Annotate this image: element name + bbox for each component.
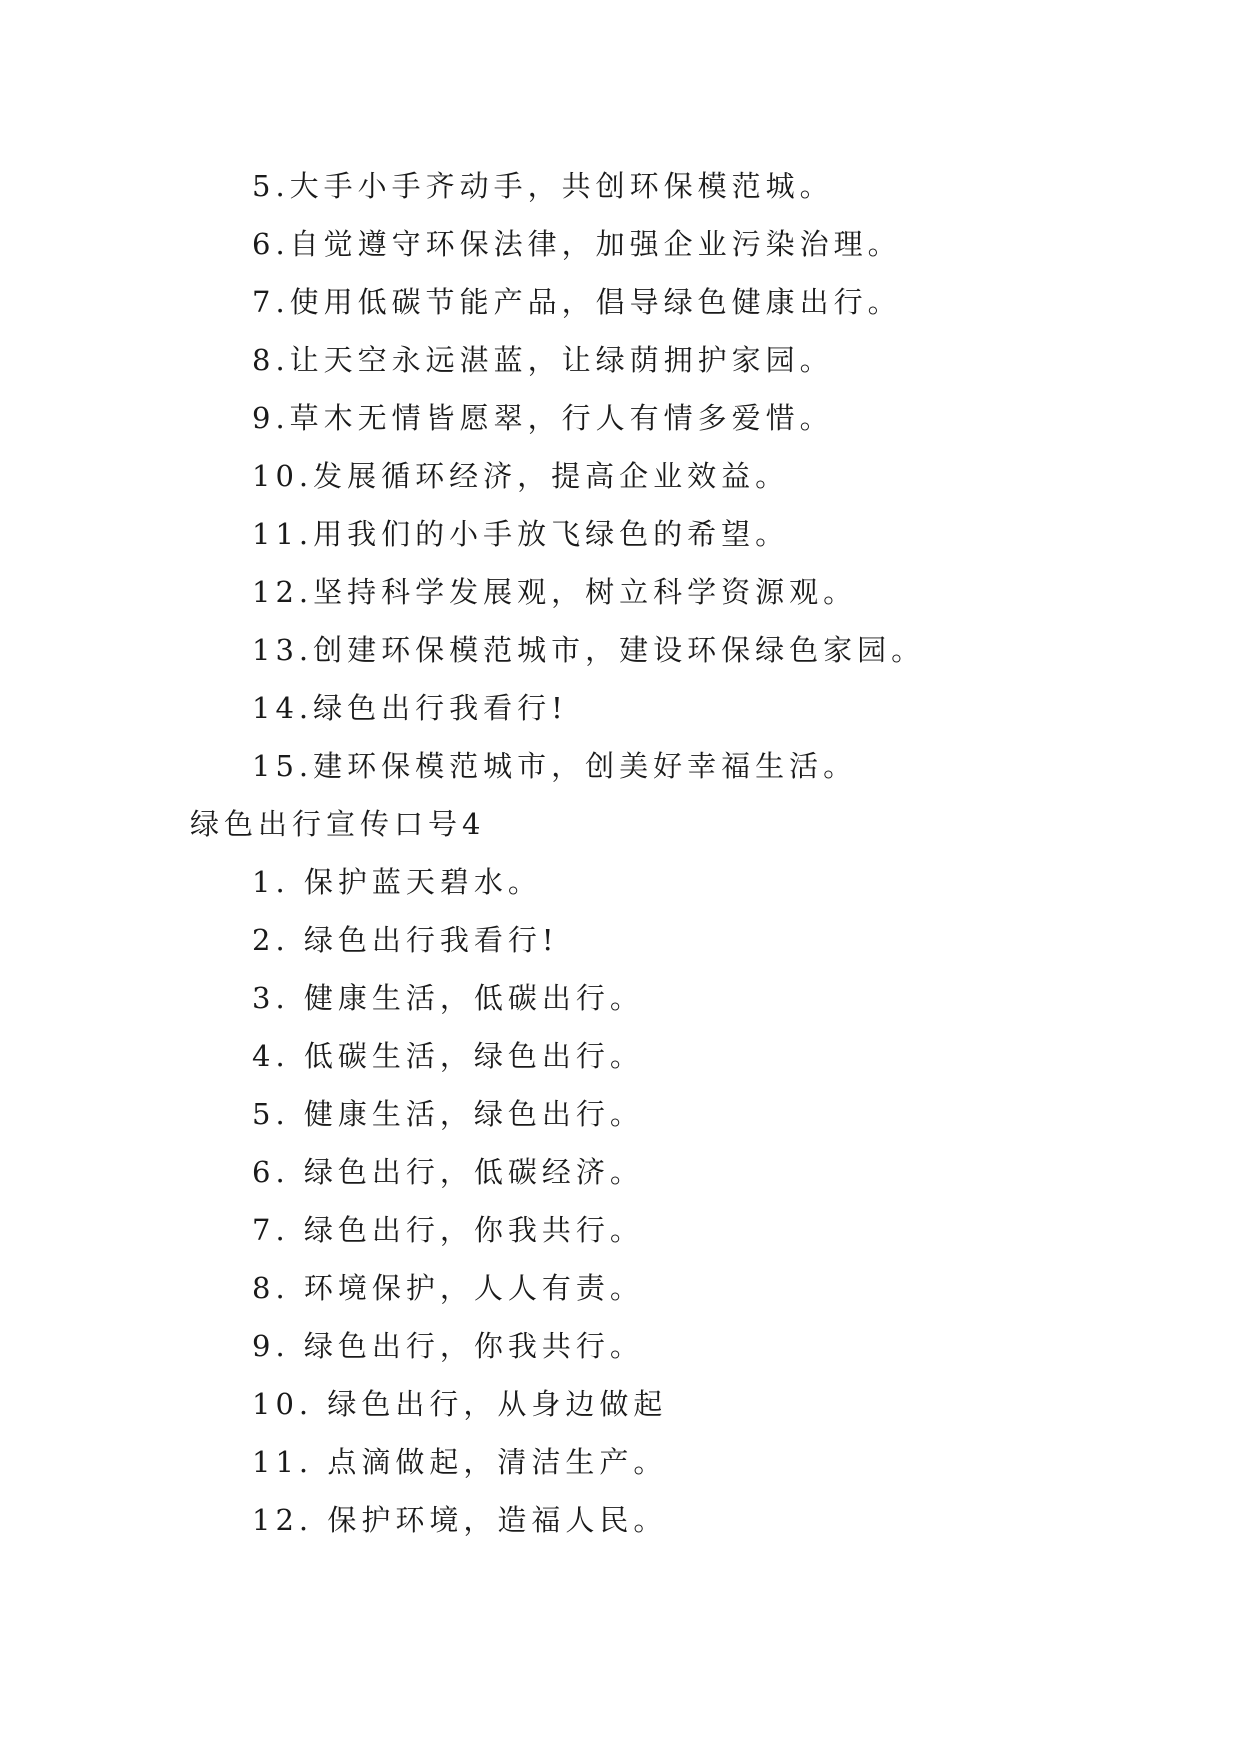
list-item: 11. 点滴做起，清洁生产。 <box>252 1445 668 1479</box>
list-item: 10. 绿色出行，从身边做起 <box>252 1387 668 1421</box>
list-item: 15.建环保模范城市，创美好幸福生活。 <box>252 749 858 783</box>
list-item: 8. 环境保护，人人有责。 <box>252 1271 644 1305</box>
section-heading: 绿色出行宣传口号4 <box>190 807 486 841</box>
list-item: 5. 健康生活，绿色出行。 <box>252 1097 644 1131</box>
list-item: 6.自觉遵守环保法律，加强企业污染治理。 <box>252 227 902 261</box>
list-item: 9.草木无情皆愿翠，行人有情多爱惜。 <box>252 401 834 435</box>
list-item: 4. 低碳生活，绿色出行。 <box>252 1039 644 1073</box>
list-item: 14.绿色出行我看行! <box>252 691 568 725</box>
list-item: 12.坚持科学发展观，树立科学资源观。 <box>252 575 858 609</box>
list-item: 12. 保护环境，造福人民。 <box>252 1503 668 1537</box>
list-item: 2. 绿色出行我看行! <box>252 923 559 957</box>
list-item: 7. 绿色出行，你我共行。 <box>252 1213 644 1247</box>
list-item: 13.创建环保模范城市，建设环保绿色家园。 <box>252 633 926 667</box>
list-item: 6. 绿色出行，低碳经济。 <box>252 1155 644 1189</box>
list-item: 1. 保护蓝天碧水。 <box>252 865 542 899</box>
list-item: 9. 绿色出行，你我共行。 <box>252 1329 644 1363</box>
list-item: 5.大手小手齐动手，共创环保模范城。 <box>252 169 834 203</box>
list-item: 10.发展循环经济，提高企业效益。 <box>252 459 790 493</box>
list-item: 8.让天空永远湛蓝，让绿荫拥护家园。 <box>252 343 834 377</box>
list-item: 7.使用低碳节能产品，倡导绿色健康出行。 <box>252 285 902 319</box>
list-item: 11.用我们的小手放飞绿色的希望。 <box>252 517 790 551</box>
list-item: 3. 健康生活，低碳出行。 <box>252 981 644 1015</box>
